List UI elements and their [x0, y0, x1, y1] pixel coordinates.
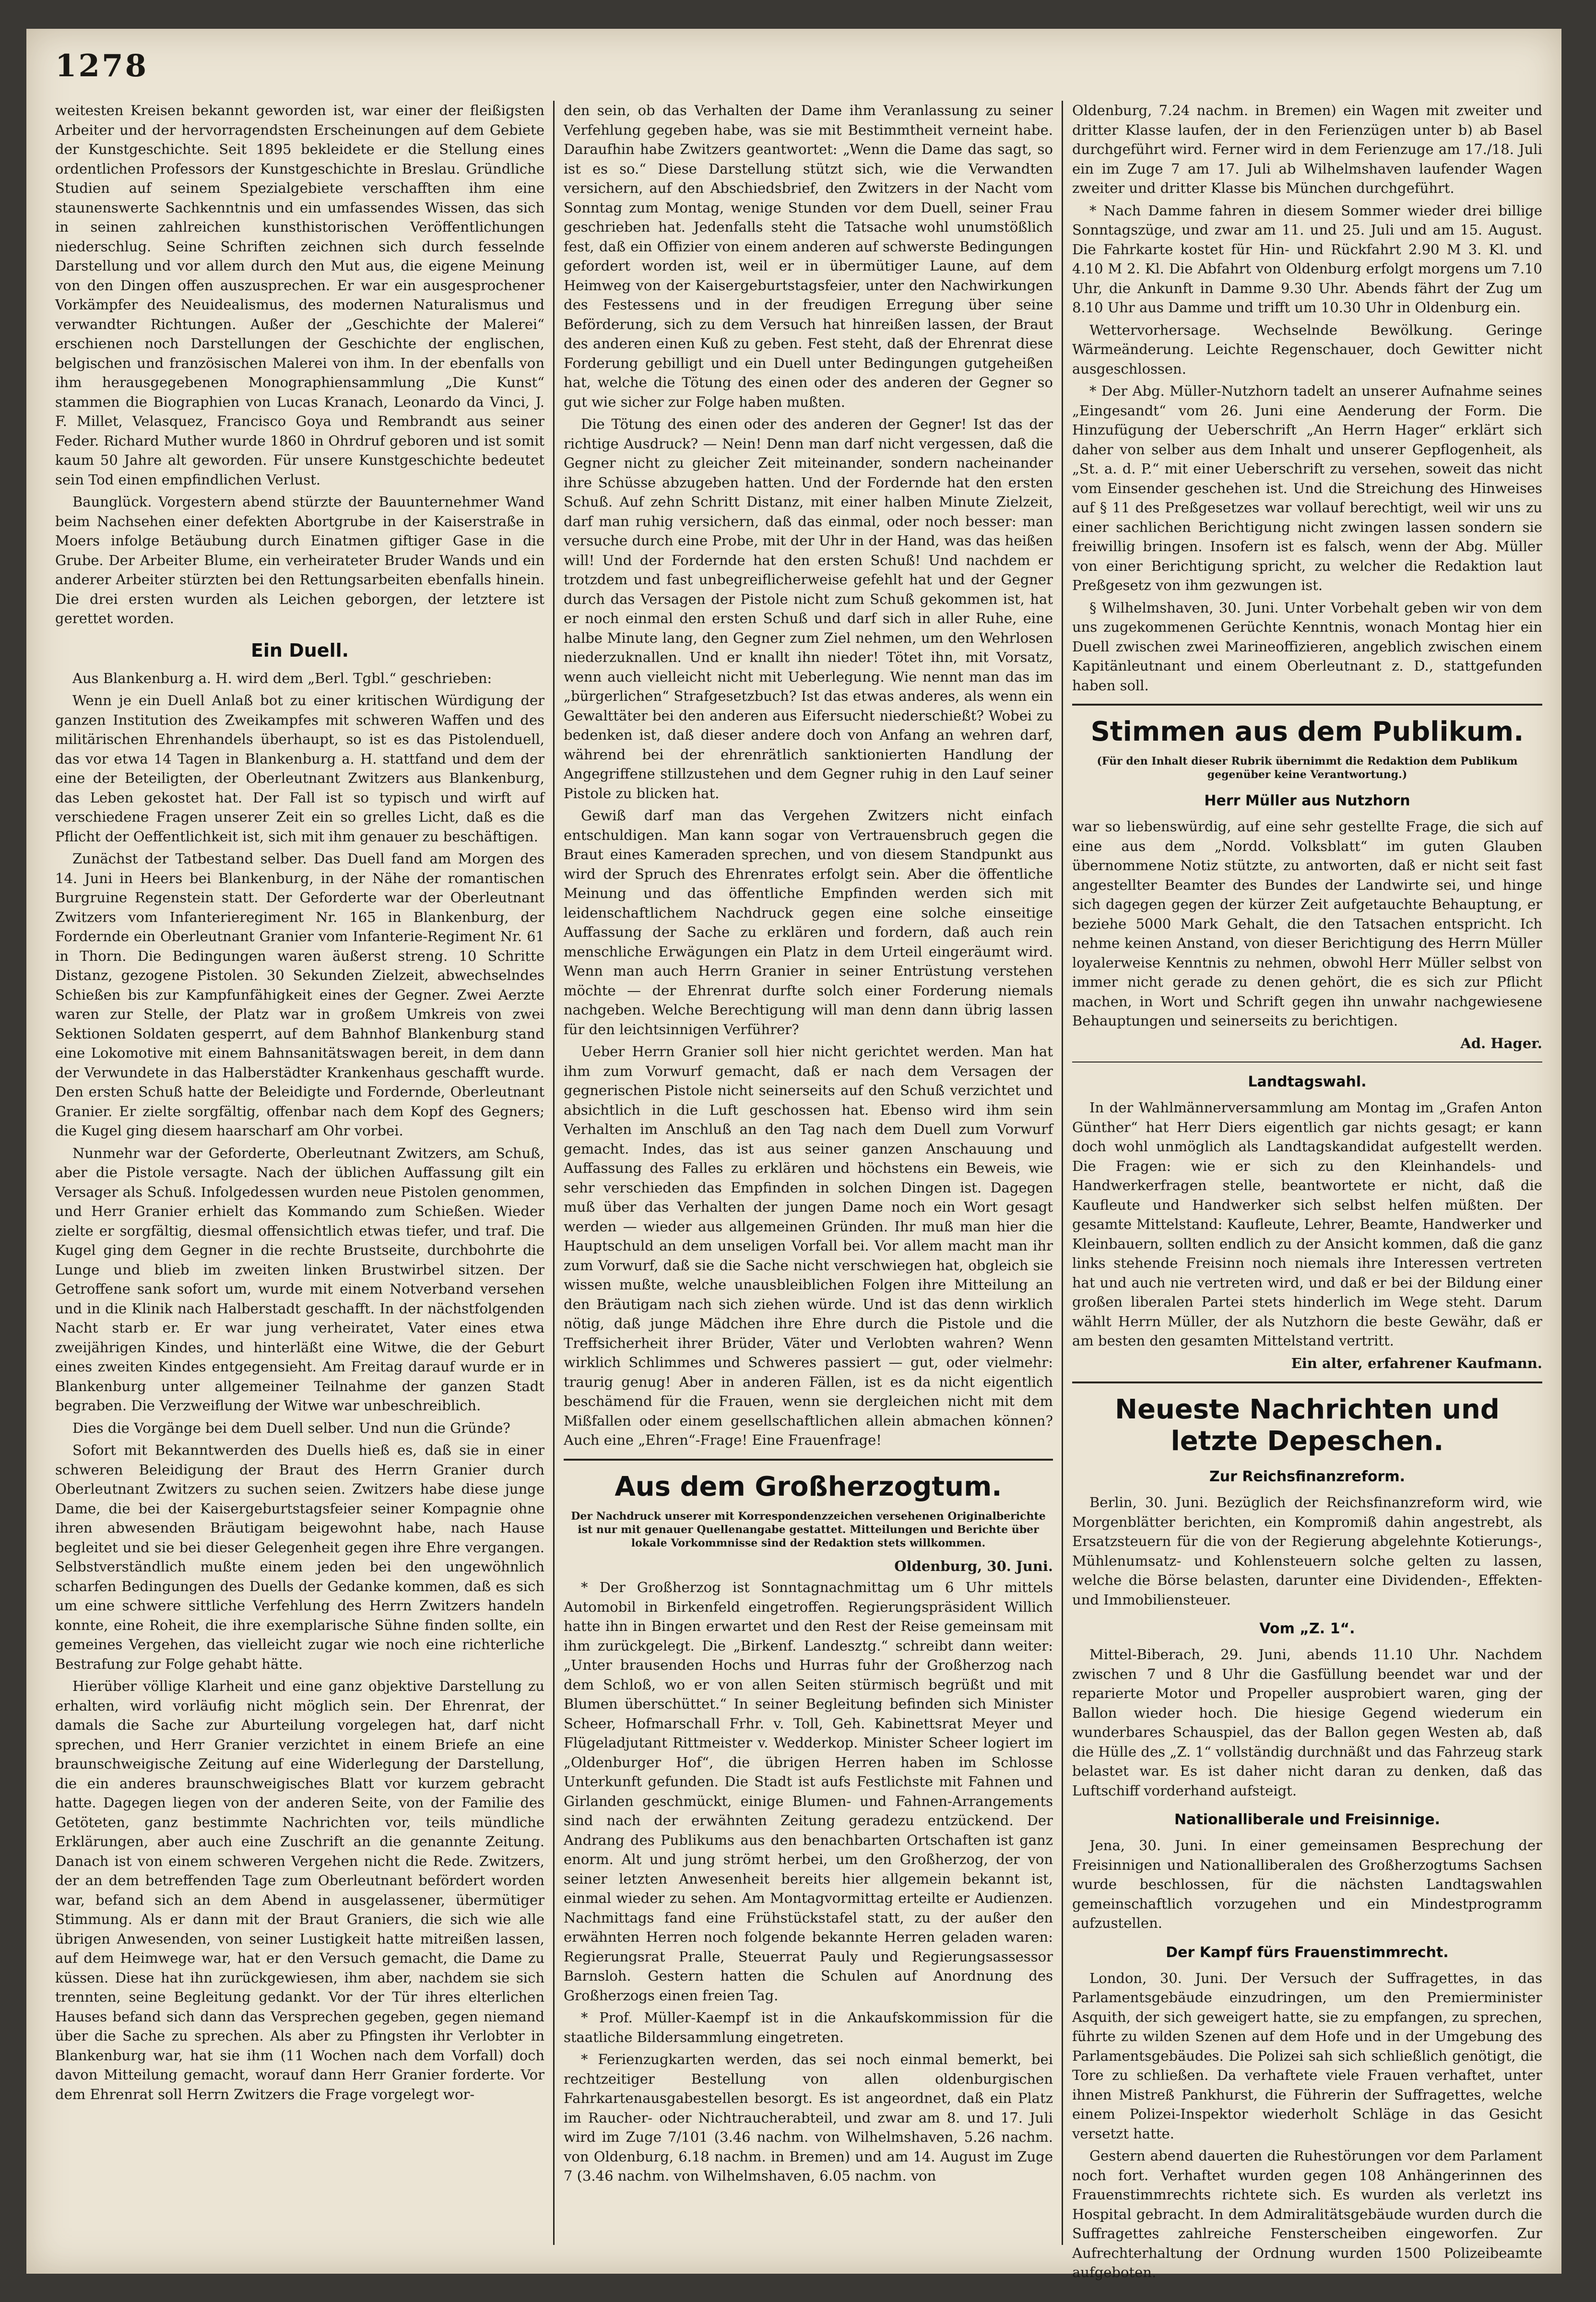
subheading: Zur Reichsfinanzreform. [1209, 1468, 1405, 1485]
duel-paragraph: Sofort mit Bekanntwerden des Duells hieß es, daß sie in einer schweren Beleidigung der Braut des Herrn Granier durch Oberleutnant Zwitzers zu suchen seien. Zwitzers habe diese junge Dame, die bei der Kaisergeburtstagsfeier seiner Kompagnie ohne ihren abwesenden Bräutigam beigewohnt habe, nach Hause begleitet und sie bei dieser Gelegenheit gegen ihre Ehre vergangen. Selbstverständlich mußte einem jeden bei den ungewöhnlich scharfen Bedingungen des Duells der Gedanke kommen, daß es sich um eine schwere sittliche Verfehlung des Herrn Zwitzers handeln konnte, eine Roheit, die ihre exemplarische Sühne finden sollte, ein gemeines Vergehen, das vielleicht zugar wie noch eine richterliche Bestrafung zur Folge gehabt hätte. [55, 1442, 544, 1672]
publikum-heading: Stimmen aus dem Publikum. [1090, 716, 1524, 747]
grossherzogtum-heading: Aus dem Großherzogtum. [615, 1471, 1002, 1502]
duel-paragraph: Ueber Herrn Granier soll hier nicht gerichtet werden. Man hat ihm zum Vorwurf gemacht, daß er nach dem Versagen der gegnerischen Pistole nicht seinerseits auf den Schuß verzichtet und absichtlich in die Luft geschossen hat. Ebenso wird ihm sein Verhalten im Anschluß an den Tag nach dem Duell zum Vorwurf gemacht. Indes, das ist aus seiner ganzen Anschauung und Auffassung des Falles zu erklären und höchstens ein Beweis, wie sehr verschieden das Empfinden in solchen Dingen ist. Dagegen muß über das Verhalten der jungen Dame noch ein Wort gesagt werden — wieder aus allgemeinen Gründen. Ihr muß man hier die Hauptschuld an dem unseligen Vorfall bei. Vor allem macht man ihr zum Vorwurf, daß sie die Sache nicht verschwiegen hat, obgleich sie wissen mußte, welche unausbleiblichen Folgen ihre Mitteilung an den Bräutigam nach sich ziehen würde. Und ist das denn wirklich nötig, daß junge Mädchen ihre Ehre durch die Pistole und die Treffsicherheit ihrer Brüder, Väter und Verlobten wahren? Wenn wirklich Schlimmes und Schweres passiert — gut, oder vielmehr: traurig genug! Aber in anderen Fällen, ist es da nicht eigentlich beschämend für die Frauen, wenn sie dergleichen nicht mit dem Mißfallen oder einem gesellschaftlichen allein abmachen können? Auch eine „Ehren“-Frage! Eine Frauenfrage! [564, 1043, 1053, 1448]
duel-paragraph: Gewiß darf man das Vergehen Zwitzers nicht einfach entschuldigen. Man kann sogar von Vertrauensbruch gegen die Braut eines Kameraden sprechen, und von diesem Standpunkt aus wird der Spruch des Ehrenrates erfolgt sein. Aber die öffentliche Meinung und das öffentliche Empfinden werden sich mit leidenschaftlichem Nachdruck gegen eine solche einseitige Auffassung der Sache zu erklären und fordern, daß auch rein menschliche Erwägungen ein Platz in dem Urteil eingeräumt wird. Wenn man auch Herrn Granier in seiner Entrüstung verstehen möchte — der Ehrenrat durfte solch einer Forderung niemals nachgeben. Welche Berechtigung will man denn dann übrig lassen für den leichtsinnigen Verführer? [564, 807, 1053, 1038]
news-item: § Wilhelmshaven, 30. Juni. Unter Vorbehalt geben wir von dem uns zugekommenen Gerüchte Kenntnis, wonach Montag hier ein Duell zwischen zwei Marineoffizieren, angeblich zwischen einem Kapitänleutnant und einem Oberleutnant z. D., stattgefunden haben soll. [1072, 599, 1542, 694]
subheading: Vom „Z. 1“. [1259, 1620, 1355, 1637]
column-divider [1062, 101, 1063, 2245]
duel-paragraph: Die Tötung des einen oder des anderen der Gegner! Ist das der richtige Ausdruck? — Nein! Denn man darf nicht vergessen, daß die Gegner nicht zu gleicher Zeit miteinander, sondern nacheinander ihre Schüsse abzugeben hatten. Und der Fordernde hat den ersten Schuß. Auf zehn Schritt Distanz, mit einer halben Minute Zielzeit, darf man ruhig versichern, daß das einmal, oder noch besser: man versuche durch eine Probe, mit der Uhr in der Hand, was das heißen will! Und der Fordernde hat den ersten Schuß! Und nachdem er trotzdem und fast unbegreiflicherweise gefehlt hat und der Gegner durch das Versagen der Pistole nicht zum Schuß gekommen ist, hat er noch einmal den ersten Schuß und darf sich in aller Ruhe, eine halbe Minute lang, den Gegner zum Ziel nehmen, um den Wehrlosen niederzuknallen. Und er knallt ihn nieder! Tötet ihn, mit Vorsatz, wenn auch vielleicht nicht mit Ueberlegung. Wie nennt man das im „bürgerlichen“ Strafgesetzbuch? Ist das etwas anderes, als wenn ein Gewalttäter bei den anderen aus Eifersucht niederschießt? Wobei zu bedenken ist, daß dieser andere doch von Anfang an wehren darf, während bei der ehrenrätlich sanktionierten Handlung der Angegriffene stillzustehen und dem Gegner ruhig in den Lauf seiner Pistole zu blicken hat. [564, 416, 1053, 802]
article-bauunglueck: Baunglück. Vorgestern abend stürzte der Bauunternehmer Wand beim Nachsehen einer defekten Abortgrube in der Kaiserstraße in Moers infolge Betäubung durch Einatmen giftiger Gase in die Grube. Der Arbeiter Blume, ein verheirateter Bruder Wands und ein anderer Arbeiter stürzten bei den Rettungsarbeiten ebenfalls hinein. Die drei ersten wurden als Leichen geborgen, der letztere ist gerettet worden. [55, 494, 544, 626]
news-item: * Der Großherzog ist Sonntagnachmittag um 6 Uhr mittels Automobil in Birkenfeld eingetroffen. Regierungspräsident Willich hatte ihn in Bingen erwartet und den Rest der Reise gemeinsam mit ihm zurückgelegt. Die „Birkenf. Landesztg.“ schreibt dann weiter: „Unter brausenden Hochs und Hurras fuhr der Großherzog nach dem Schloß, wo er von allen Seiten stürmisch begrüßt und mit Blumen überschüttet.“ In seiner Begleitung befinden sich Minister Scheer, Hofmarschall Frhr. v. Toll, Geh. Kabinettsrat Meyer und Flügeladjutant Rittmeister v. Wedderkop. Minister Scheer logiert im „Oldenburger Hof“, die übrigen Herren haben im Schlosse Unterkunft gefunden. Die Stadt ist aufs Festlichste mit Fahnen und Girlanden geschmückt, einige Blumen- und Fahnen-Arrangements sind nach der erwähnten Zeitung geradezu entzückend. Der Andrang des Publikums aus den benachbarten Ortschaften ist ganz enorm. Alt und jung strömt herbei, um den Großherzog, der von seiner letzten Anwesenheit bereits hier allgemein bekannt ist, einmal wieder zu sehen. Am Montagvormittag erteilte er Audienzen. Nachmittags fand eine Frühstückstafel statt, zu der außer den erwähnten Herren noch folgende bekannte Herren geladen waren: Regierungsrat Pralle, Steuerrat Pauly und Regierungsassessor Barnsloh. Gestern hatten die Schulen auf Anordnung des Großherzogs einen freien Tag. [564, 1579, 1053, 2004]
letter-signature: Ad. Hager. [1460, 1035, 1542, 1051]
neueste-nachrichten-heading: Neueste Nachrichten und letzte Depeschen. [1115, 1394, 1500, 1457]
column-1 [55, 101, 544, 2245]
duel-paragraph: Nunmehr war der Geforderte, Oberleutnant Zwitzers, am Schuß, aber die Pistole versagte. Nach der üblichen Auffassung gilt ein Versager als Schuß. Infolgedessen wurden neue Pistolen genommen, und Herr Granier erhielt das Kommando zum Schießen. Wieder zielte er sorgfältig, diesmal offensichtlich etwas tiefer, und traf. Die Kugel ging dem Gegner in die rechte Brustseite, durchbohrte die Lunge und blieb im zweiten linken Brustwirbel sitzen. Der Getroffene sank sofort um, wurde mit einem Notverband versehen und in die Klinik nach Halberstadt geschafft. In der nächstfolgenden Nacht starb er. Er war jung verheiratet, Vater eines etwa zweijährigen Kindes, und hinterläßt eine Witwe, die der Geburt eines zweiten Kindes entgegensieht. Am Freitag darauf wurde er in Blankenburg unter allgemeiner Teilnahme der ganzen Stadt begraben. Die Verzweiflung der Witwe war unbeschreiblich. [55, 1145, 544, 1414]
news-item: Berlin, 30. Juni. Bezüglich der Reichsfinanzreform wird, wie Morgenblätter berichten, ein Kompromiß dahin angestrebt, als Ersatzsteuern für die von der Regierung abgelehnte Kotierungs-, Mühlenumsatz- und Kohlensteuern solche gelten zu lassen, welche die Börse belasten, darunter eine Dividenden-, Effekten- und Immobiliensteuer. [1072, 1494, 1542, 1608]
news-item: * Nach Damme fahren in diesem Sommer wieder drei billige Sonntagszüge, und zwar am 11. und 25. Juli und am 15. August. Die Fahrkarte kostet für Hin- und Rückfahrt 2.90 M 3. Kl. und 4.10 M 2. Kl. Die Abfahrt von Oldenburg erfolgt morgens um 7.10 Uhr, die Ankunft in Damme 9.30 Uhr. Abends fährt der Zug um 8.10 Uhr aus Damme und trifft um 10.30 Uhr in Oldenburg ein. [1072, 202, 1542, 316]
news-item: * Ferienzugkarten werden, das sei noch einmal bemerkt, bei rechtzeitiger Bestellung von allen oldenburgischen Fahrkartenausgabestellen besorgt. Es ist angeordnet, daß ein Platz im Raucher- oder Nichtraucherabteil, und zwar am 8. und 17. Juli wird im Zuge 7/101 (3.46 nachm. von Wilhelmshaven, 5.26 nachm. von Oldenburg, 6.18 nachm. in Bremen) und am 14. August im Zuge 7 (3.46 nachm. von Wilhelmshaven, 6.05 nachm. von [564, 2051, 1053, 2184]
section-divider [1072, 1381, 1542, 1383]
page-number: 1278 [55, 48, 149, 84]
news-item: Oldenburg, 7.24 nachm. in Bremen) ein Wagen mit zweiter und dritter Klasse laufen, der in den Ferienzügen unter b) ab Basel durchgeführt wird. Ferner wird in dem Ferienzuge am 17./18. Juli ein im Zuge 7 am 17. Juli ab Wilhelmshaven laufender Wagen zweiter und dritter Klasse bis München durchgeführt. [1072, 102, 1542, 196]
newspaper-page [26, 29, 1561, 2280]
news-item: Gestern abend dauerten die Ruhestörungen vor dem Parlament noch fort. Verhaftet wurden gegen 108 Anhängerinnen des Frauenstimmrechts richtete sich. Es wurden als verletzt ins Hospital gebracht. In dem Admiralitätsgebäude wurden durch die Suffragettes zahlreiche Fensterscheiben eingeworfen. Zur Aufrechterhaltung der Ordnung wurden 1500 Polizeibeamte aufgeboten. [1072, 2148, 1542, 2280]
column-divider [553, 101, 555, 2245]
section-divider [564, 1459, 1053, 1461]
column-3 [1072, 101, 1542, 2280]
column-2 [564, 101, 1053, 2245]
news-item: * Prof. Müller-Kaempf ist in die Ankaufskommission für die staatliche Bildersammlung eingetreten. [564, 2009, 1053, 2045]
article-muther-continued: weitesten Kreisen bekannt geworden ist, war einer der fleißigsten Arbeiter und der hervorragendsten Erscheinungen auf dem Gebiete der Kunstgeschichte. Seit 1895 bekleidete er die Stellung eines ordentlichen Professors der Kunstgeschichte in Breslau. Gründliche Studien auf seinem Spezialgebiete verschafften ihm eine staunenswerte Sachkenntnis und ein umfassendes Wissen, das sich in seinen zahlreichen kunsthistorischen Veröffentlichungen niederschlug. Seine Schriften zeichnen sich durch fesselnde Darstellung und vor allem durch den Mut aus, die eigene Meinung von den Dingen offen auszusprechen. Er war ein ausgesprochener Vorkämpfer des Neuidealismus, des modernen Naturalismus und verwandter Richtungen. Außer der „Geschichte der Malerei“ erschienen noch Darstellungen der Geschichte der englischen, belgischen und französischen Malerei von ihm. In der ebenfalls von ihm herausgegebenen Monographiensammlung „Die Kunst“ stammen die Biographien von Lucas Kranach, Leonardo da Vinci, J. F. Millet, Velasquez, Francisco Goya und Rembrandt aus seiner Feder. Richard Muther wurde 1860 in Ohrdruf geboren und ist somit kaum 50 Jahre alt geworden. Für unsere Kunstgeschichte bedeutet sein Tod einen empfindlichen Verlust. [55, 102, 544, 488]
letter-heading: Herr Müller aus Nutzhorn [1204, 792, 1410, 809]
dateline: Oldenburg, 30. Juni. [894, 1558, 1053, 1574]
duel-paragraph: Zunächst der Tatbestand selber. Das Duell fand am Morgen des 14. Juni in Heers bei Blankenburg, in der Nähe der romantischen Burgruine Regenstein statt. Der Geforderte war der Oberleutnant Zwitzers vom Infanterieregiment Nr. 165 in Blankenburg, der Fordernde ein Oberleutnant Granier vom Infanterie-Regiment Nr. 61 in Thorn. Die Bedingungen waren äußerst streng. 10 Schritte Distanz, gezogene Pistolen. 30 Sekunden Zielzeit, abwechselndes Schießen bis zur Kampfunfähigkeit eines der Gegner. Zwei Aerzte waren zur Stelle, der Platz war in großem Umkreis von zwei Sektionen Soldaten gesperrt, auf dem Bahnhof Blankenburg stand eine Lokomotive mit einem Bahnsanitätswagen bereit, in dem dann der Verwundete in das Halberstädter Krankenhaus geschafft wurde. Den ersten Schuß hatte der Beleidigte und Fordernde, Oberleutnant Granier. Er zielte sorgfältig, offenbar nach dem Kopf des Gegners; die Kugel ging diesem haarscharf am Ohr vorbei. [55, 850, 544, 1139]
duel-paragraph: den sein, ob das Verhalten der Dame ihm Veranlassung zu seiner Verfehlung gegeben habe, was sie mit Bestimmtheit verneint habe. Daraufhin habe Zwitzers geantwortet: „Wenn die Dame das sagt, so ist es so.“ Diese Darstellung stützt sich, wie die Verwandten versichern, auf den Abschiedsbrief, den Zwitzers in der Nacht vom Sonntag zum Montag, wenige Stunden vor dem Duell, seiner Frau geschrieben hat. Jedenfalls steht die Tatsache wohl unumstößlich fest, daß ein Offizier von einem anderen auf schwerste Bedingungen gefordert worden ist, weil er in übermütiger Laune, auf dem Heimweg von der Kaisergeburtstagsfeier, unter den Nachwirkungen des Festessens und in der freudigen Erregung über seine Beförderung, sich zu dem Versuch hat hinreißen lassen, der Braut des anderen einen Kuß zu geben. Fest steht, daß der Ehrenrat diese Forderung gebilligt und ein Duell unter Bedingungen gutgeheißen hat, welche die Tötung des einen oder des anderen der Gegner so gut wie sicher zur Folge haben mußten. [564, 102, 1053, 410]
news-item: Mittel-Biberach, 29. Juni, abends 11.10 Uhr. Nachdem zwischen 7 und 8 Uhr die Gasfüllung beendet war und der reparierte Motor und Propeller ausprobiert waren, ging der Ballon wieder hoch. Die hiesige Gegend wiederum ein wunderbares Schauspiel, das der Ballon gegen Westen ab, daß die Hülle des „Z. 1“ vollständig durchnäßt und das Fahrzeug stark belastet war. Es ist daher nicht daran zu denken, daß das Luftschiff vorderhand aufsteigt. [1072, 1646, 1542, 1799]
duel-paragraph: Aus Blankenburg a. H. wird dem „Berl. Tgbl.“ geschrieben: [72, 670, 492, 686]
reprint-notice: Der Nachdruck unserer mit Korrespondenzzeichen versehenen Originalberichte ist nur mit genauer Quellenangabe gestattet. Mitteilungen und Berichte über lokale Vorkommnisse sind der Redaktion stets willkommen. [571, 1510, 1046, 1549]
duel-heading: Ein Duell. [250, 639, 349, 661]
duel-paragraph: Wenn je ein Duell Anlaß bot zu einer kritischen Würdigung der ganzen Institution des Zweikampfes mit schweren Waffen und des militärischen Ehrenhandels überhaupt, so ist es das Pistolenduell, das vor etwa 14 Tagen in Blankenburg a. H. stattfand und dem der eine der Beteiligten, der Oberleutnant Zwitzers aus Blankenburg, das Leben gekostet hat. Der Fall ist so typisch und wirft auf verschiedene Fragen unserer Zeit ein so grelles Licht, daß es die Pflicht der Oeffentlichkeit ist, sich mit ihm genauer zu beschäftigen. [55, 692, 544, 845]
subheading: Der Kampf fürs Frauenstimmrecht. [1166, 1944, 1449, 1961]
news-item: Jena, 30. Juni. In einer gemeinsamen Besprechung der Freisinnigen und Nationalliberalen des Großherzogtums Sachsen wurde beschlossen, für die nächsten Landtagswahlen gemeinschaftlich vorzugehen und ein Mindestprogramm aufzustellen. [1072, 1837, 1542, 1931]
duel-paragraph: Dies die Vorgänge bei dem Duell selber. Und nun die Gründe? [72, 1419, 510, 1436]
letter-signature: Ein alter, erfahrener Kaufmann. [1291, 1355, 1542, 1371]
letter-body: In der Wahlmännerversammlung am Montag im „Grafen Anton Günther“ hat Herr Diers eigentlich gar nichts gesagt; er kann doch wohl unmöglich als Landtagskandidat aufgestellt werden. Die Fragen: wie er sich zu den Kleinhandels- und Handwerkerfragen stelle, beantwortete er nicht, daß die Kaufleute und Handwerker sich selbst helfen müßten. Der gesamte Mittelstand: Kaufleute, Lehrer, Beamte, Handwerker und Kleinbauern, sollten endlich zu der Ansicht kommen, daß die ganz links stehende Freisinn noch niemals ihre Interessen vertreten hat und auch nie vertreten wird, und daß er bei der Bildung einer großen liberalen Partei stets hinderlich im Wege steht. Darum wählt Herrn Müller, der als Nutzhorn die beste Gewähr, daß er am besten den gesamten Mittelstand vertritt. [1072, 1099, 1542, 1349]
news-item: * Der Abg. Müller-Nutzhorn tadelt an unserer Aufnahme seines „Eingesandt“ vom 26. Juni eine Aenderung der Form. Die Hinzufügung der Ueberschrift „An Herrn Hager“ erklärt sich daher von selber aus dem Inhalt und unserer Gepflogenheit, als „St. a. d. P.“ mit einer Ueberschrift zu versehen, soweit das nicht vom Einsender geschehen ist. Und die Streichung des Hinweises auf § 11 des Preßgesetzes war vollauf berechtigt, weil wir uns zu einer sachlichen Berichtigung nicht zwingen lassen sondern sie freiwillig bringen. Insofern ist es falsch, wenn der Abg. Müller von einer Berichtigung spricht, zu welcher die Redaktion laut Preßgesetz von ihm gezwungen ist. [1072, 383, 1542, 593]
section-divider [1072, 704, 1542, 706]
subheading: Nationalliberale und Freisinnige. [1174, 1811, 1440, 1828]
landtagswahl-heading: Landtagswahl. [1248, 1074, 1367, 1090]
publikum-disclaimer: (Für den Inhalt dieser Rubrik übernimmt die Redaktion dem Publikum gegenüber keine Verantwortung.) [1097, 755, 1518, 781]
weather-forecast: Wettervorhersage. Wechselnde Bewölkung. Geringe Wärmeänderung. Leichte Regenschauer, doch Gewitter nicht ausgeschlossen. [1072, 321, 1542, 377]
duel-paragraph: Hierüber völlige Klarheit und eine ganz objektive Darstellung zu erhalten, wird vorläufig nicht möglich sein. Der Ehrenrat, der damals die Sache zur Aburteilung vorgelegen hat, darf nicht sprechen, und Herr Granier verzichtet in einem Briefe an eine braunschweigische Zeitung auf eine Widerlegung der Darstellung, die ein anderes braunschweigisches Blatt vor kurzem gebracht hatte. Dagegen liegen von der anderen Seite, von der Familie des Getöteten, ganz bestimmte Nachrichten vor, teils mündliche Erklärungen, aber auch eine Zuschrift an die genannte Zeitung. Danach ist von einem schweren Vergehen nicht die Rede. Zwitzers, der an dem betreffenden Tage zum Oberleutnant befördert worden war, befand sich an dem Abend in ausgelassener, übermütiger Stimmung. Als er dann mit der Braut Graniers, die sich wie alle übrigen Anwesenden, von seiner Lustigkeit hatte mitreißen lassen, auf dem Heimwege war, hat er den Versuch gemacht, die Dame zu küssen. Diese hat ihn zurückgewiesen, ihm aber, nachdem sie sich trennten, seine Begleitung gedankt. Vor der Tür ihres elterlichen Hauses befand sich dann das Versprechen gegeben, gegen niemand über die Sache zu sprechen. Als aber zu Pfingsten ihr Verlobter in Blankenburg war, hat sie ihm (11 Wochen nach dem Vorfall) doch davon Mitteilung gemacht, worauf dann Herr Granier forderte. Vor dem Ehrenrat soll Herrn Zwitzers die Frage vorgelegt wor- [55, 1678, 544, 2102]
letter-body: war so liebenswürdig, auf eine sehr gestellte Frage, die sich auf eine aus dem „Nordd. Volksblatt“ im guten Glauben übernommene Notiz stützte, zu antworten, daß er nicht seit fast angestellter Beamter des Bundes der Landwirte sei, und hinge sich dagegen gegen der kürzer Zeit aufgetauchte Behauptung, er beziehe 5000 Mark Gehalt, die den Tatsachen entspricht. Ich nehme keinen Anstand, von dieser Berichtigung des Herrn Müller loyalerweise Kenntnis zu nehmen, obwohl Herr Müller selbst von immer nicht gerade zu denen gehört, die es sich zur Pflicht machen, in Wort und Schrift gegen ihn unwahr nachgewiesene Behauptungen und seinerseits zu berichtigen. [1072, 818, 1542, 1029]
news-item: London, 30. Juni. Der Versuch der Suffragettes, in das Parlamentsgebäude einzudringen, um den Premierminister Asquith, der sich geweigert hatte, sie zu empfangen, zu sprechen, führte zu wilden Szenen auf dem Hofe und in der Umgebung des Parlamentsgebäudes. Die Polizei sah sich schließlich genötigt, die Tore zu schließen. Da verhaftete viele Frauen verhaftet, unter ihnen Mistreß Pankhurst, die Führerin der Suffragettes, welche einem Polizei-Inspektor wiederholt Schläge in das Gesicht versetzt hatte. [1072, 1970, 1542, 2142]
